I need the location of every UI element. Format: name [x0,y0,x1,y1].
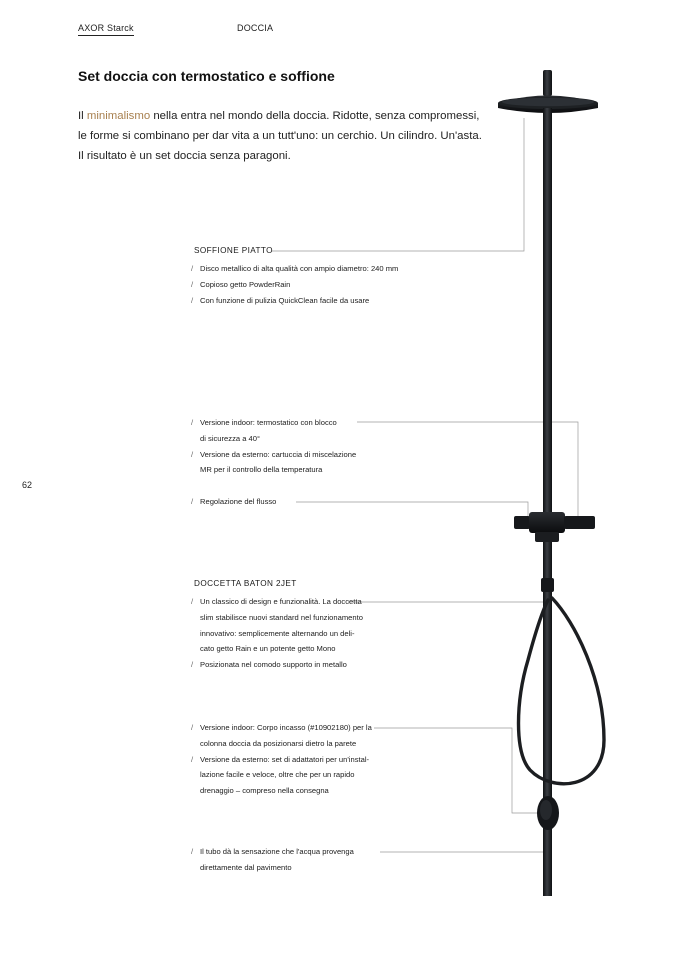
list-item [191,594,363,657]
intro-line2: le forme si combinano per dar vita a un tutt'uno: un cerchio. Un cilindro. Un'asta. [78,130,482,142]
list-item: / Copioso getto PowderRain [191,277,398,293]
list-line: di sicurezza a 40° [200,433,261,443]
thermostat-icon [514,512,595,542]
list-item [191,720,372,752]
handshower-holder [541,578,554,592]
list-line: Posizionata nel comodo supporto in metallo [200,660,347,670]
page-number: 62 [22,480,33,490]
intro-line3: Il risultato è un set doccia senza paragoni. [78,150,291,162]
shower-hose [519,598,605,784]
soffione-list [191,261,398,308]
list-line: MR per il controllo della temperatura [200,465,323,475]
list-item: / Disco metallico di alta qualità con ampio diametro: 240 mm [191,261,398,277]
list-line: colonna doccia da posizionarsi dietro la parete [200,738,357,748]
header-brand: AXOR Starck [78,23,134,36]
list-line: Versione da esterno: set di adattatori per un'instal- [200,754,370,764]
tubo-list [191,844,354,876]
doccetta-heading: DOCCETTA BATON 2JET [194,579,297,588]
intro-line1-rest: nella entra nel mondo della doccia. Ridotte, senza compromessi, [150,110,480,122]
list-item [191,844,354,876]
list-line: Versione indoor: termostatico con blocco [200,418,337,427]
list-line: slim stabilisce nuovi standard nel funzionamento [200,612,363,622]
list-item: / Regolazione del flusso [191,494,276,510]
intro-lead: Il [78,110,87,122]
shower-column [543,108,552,896]
list-line: cato getto Rain e un potente getto Mono [200,644,336,654]
soffione-heading: SOFFIONE PIATTO [194,246,273,255]
termostatico-list [191,415,356,478]
list-line: drenaggio – compreso nella consegna [200,786,329,796]
list-line: Versione da esterno: cartuccia di miscelazione [200,449,357,459]
list-item [191,415,356,447]
leader-doccetta [348,585,548,602]
flusso-list [191,494,276,510]
doccetta-list [191,594,363,673]
header-section: DOCCIA [237,23,274,33]
list-item [191,657,363,673]
list-item: / Con funzione di pulizia QuickClean facile da usare [191,293,398,309]
list-item [191,752,372,799]
list-line: Versione indoor: Corpo incasso (#10902180) per la [200,723,372,732]
list-line: innovativo: semplicemente alternando un deli- [200,628,355,638]
top-cap [543,70,552,96]
intro-paragraph [78,106,498,166]
list-line: direttamente dal pavimento [200,862,292,872]
list-line: Il tubo dà la sensazione che l'acqua provenga [200,847,354,856]
page-title: Set doccia con termostatico e soffione [78,68,335,84]
list-item [191,447,356,479]
incasso-list [191,720,372,799]
list-line: lazione facile e veloce, oltre che per un rapido [200,770,355,780]
list-line: Un classico di design e funzionalità. La doccetta [200,597,362,606]
leader-flusso [296,502,528,518]
intro-accent-word: minimalismo [86,110,151,122]
